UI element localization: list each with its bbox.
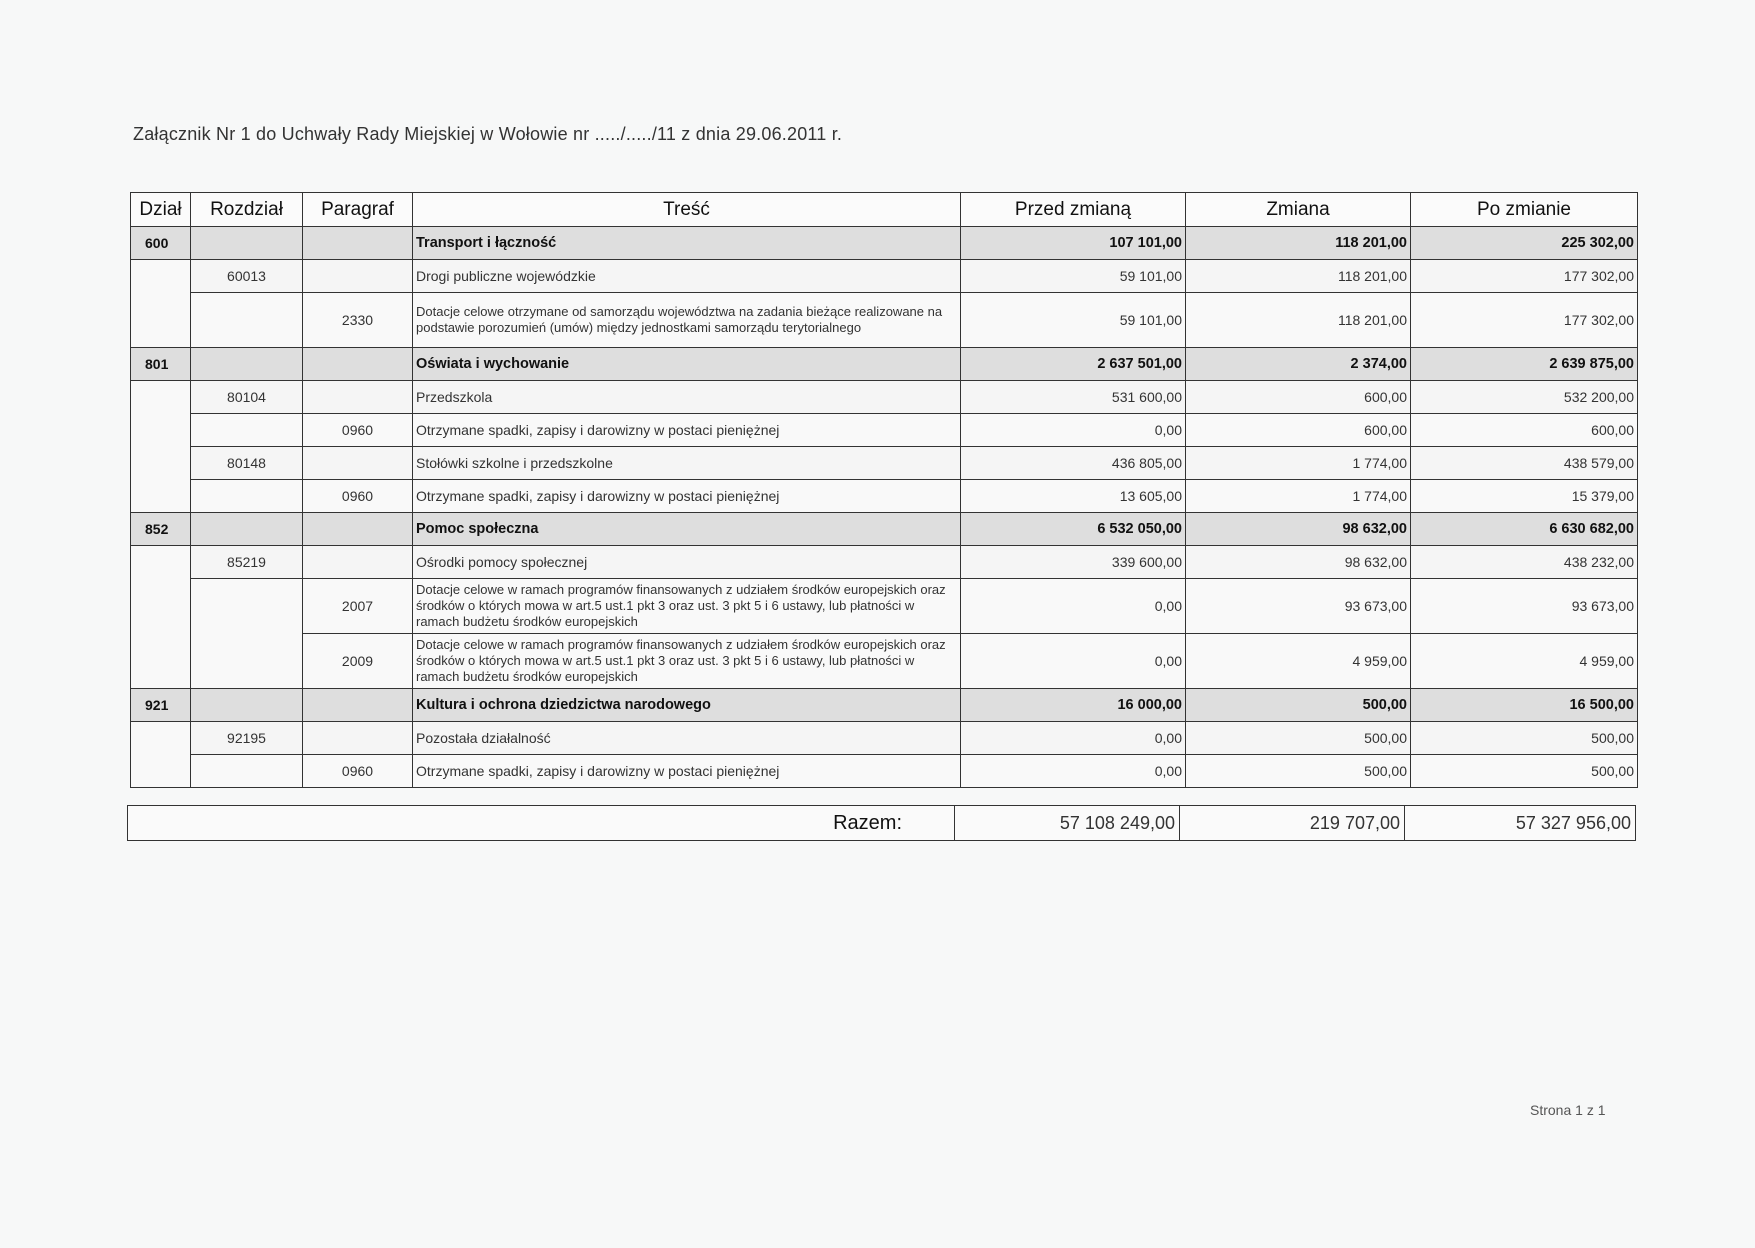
- item-zmiana: 118 201,00: [1186, 293, 1411, 348]
- empty-cell: [131, 260, 191, 348]
- chapter-przed: 0,00: [961, 722, 1186, 755]
- empty-cell: [191, 513, 303, 546]
- empty-cell: [303, 381, 413, 414]
- header-tresc: Treść: [413, 193, 961, 227]
- section-przed: 107 101,00: [961, 227, 1186, 260]
- item-po: 4 959,00: [1411, 634, 1638, 689]
- chapter-tresc: Stołówki szkolne i przedszkolne: [413, 447, 961, 480]
- section-tresc: Oświata i wychowanie: [413, 348, 961, 381]
- section-row: [131, 348, 1638, 381]
- document-title: Załącznik Nr 1 do Uchwały Rady Miejskiej w Wołowie nr ...../...../11 z dnia 29.06.2011 r.: [133, 124, 843, 144]
- header-po-zmianie: Po zmianie: [1411, 193, 1638, 227]
- empty-cell: [191, 689, 303, 722]
- chapter-zmiana: 1 774,00: [1186, 447, 1411, 480]
- section-po: 6 630 682,00: [1411, 513, 1638, 546]
- item-zmiana: 93 673,00: [1186, 579, 1411, 634]
- item-paragraf: 2009: [303, 634, 413, 689]
- item-paragraf: 0960: [303, 414, 413, 447]
- chapter-przed: 339 600,00: [961, 546, 1186, 579]
- chapter-code: 60013: [191, 260, 303, 293]
- section-dzial: 921: [131, 689, 191, 722]
- chapter-zmiana: 500,00: [1186, 722, 1411, 755]
- chapter-tresc: Ośrodki pomocy społecznej: [413, 546, 961, 579]
- header-dzial: Dział: [131, 193, 191, 227]
- item-row: [131, 414, 1638, 447]
- total-przed: 57 108 249,00: [955, 806, 1180, 841]
- chapter-przed: 436 805,00: [961, 447, 1186, 480]
- item-row: [131, 755, 1638, 788]
- section-dzial: 852: [131, 513, 191, 546]
- chapter-zmiana: 98 632,00: [1186, 546, 1411, 579]
- chapter-code: 80148: [191, 447, 303, 480]
- section-zmiana: 118 201,00: [1186, 227, 1411, 260]
- section-przed: 2 637 501,00: [961, 348, 1186, 381]
- section-tresc: Transport i łączność: [413, 227, 961, 260]
- empty-cell: [303, 689, 413, 722]
- item-tresc: Otrzymane spadki, zapisy i darowizny w postaci pieniężnej: [413, 755, 961, 788]
- empty-cell: [191, 755, 303, 788]
- chapter-przed: 59 101,00: [961, 260, 1186, 293]
- empty-cell: [303, 447, 413, 480]
- section-po: 225 302,00: [1411, 227, 1638, 260]
- empty-cell: [131, 381, 191, 513]
- item-paragraf: 2007: [303, 579, 413, 634]
- section-tresc: Kultura i ochrona dziedzictwa narodowego: [413, 689, 961, 722]
- item-zmiana: 600,00: [1186, 414, 1411, 447]
- chapter-row: [131, 722, 1638, 755]
- section-po: 2 639 875,00: [1411, 348, 1638, 381]
- empty-cell: [303, 546, 413, 579]
- chapter-tresc: Pozostała działalność: [413, 722, 961, 755]
- chapter-przed: 531 600,00: [961, 381, 1186, 414]
- page-number: Strona 1 z 1: [1530, 1102, 1606, 1118]
- chapter-row: [131, 447, 1638, 480]
- item-row: [131, 634, 1638, 689]
- item-przed: 0,00: [961, 579, 1186, 634]
- header-zmiana: Zmiana: [1186, 193, 1411, 227]
- section-row: [131, 513, 1638, 546]
- chapter-row: [131, 381, 1638, 414]
- total-label: Razem:: [128, 806, 955, 841]
- item-po: 93 673,00: [1411, 579, 1638, 634]
- empty-cell: [191, 293, 303, 348]
- section-po: 16 500,00: [1411, 689, 1638, 722]
- header-rozdzial: Rozdział: [191, 193, 303, 227]
- item-przed: 59 101,00: [961, 293, 1186, 348]
- section-tresc: Pomoc społeczna: [413, 513, 961, 546]
- empty-cell: [303, 348, 413, 381]
- item-po: 500,00: [1411, 755, 1638, 788]
- item-po: 600,00: [1411, 414, 1638, 447]
- empty-cell: [303, 227, 413, 260]
- empty-cell: [131, 722, 191, 788]
- budget-table: [130, 192, 1638, 788]
- item-row: [131, 579, 1638, 634]
- section-zmiana: 98 632,00: [1186, 513, 1411, 546]
- header-paragraf: Paragraf: [303, 193, 413, 227]
- item-zmiana: 500,00: [1186, 755, 1411, 788]
- empty-cell: [303, 722, 413, 755]
- item-po: 177 302,00: [1411, 293, 1638, 348]
- chapter-code: 92195: [191, 722, 303, 755]
- chapter-tresc: Przedszkola: [413, 381, 961, 414]
- item-paragraf: 2330: [303, 293, 413, 348]
- item-tresc: Otrzymane spadki, zapisy i darowizny w postaci pieniężnej: [413, 414, 961, 447]
- header-row: [131, 193, 1638, 227]
- empty-cell: [191, 348, 303, 381]
- total-po: 57 327 956,00: [1405, 806, 1636, 841]
- total-zmiana: 219 707,00: [1180, 806, 1405, 841]
- item-po: 15 379,00: [1411, 480, 1638, 513]
- section-dzial: 801: [131, 348, 191, 381]
- section-przed: 6 532 050,00: [961, 513, 1186, 546]
- total-row: [128, 806, 1636, 841]
- chapter-zmiana: 118 201,00: [1186, 260, 1411, 293]
- section-row: [131, 227, 1638, 260]
- item-tresc: Dotacje celowe w ramach programów finansowanych z udziałem środków europejskich oraz środków o których mowa w art.5 ust.1 pkt 3 oraz ust. 3 pkt 5 i 6 ustawy, lub płatności w ramach budżetu środków europejskich: [413, 579, 961, 634]
- section-row: [131, 689, 1638, 722]
- item-przed: 0,00: [961, 634, 1186, 689]
- chapter-po: 500,00: [1411, 722, 1638, 755]
- section-zmiana: 500,00: [1186, 689, 1411, 722]
- item-paragraf: 0960: [303, 480, 413, 513]
- item-przed: 0,00: [961, 414, 1186, 447]
- item-zmiana: 1 774,00: [1186, 480, 1411, 513]
- chapter-code: 85219: [191, 546, 303, 579]
- empty-cell: [303, 513, 413, 546]
- item-przed: 0,00: [961, 755, 1186, 788]
- chapter-row: [131, 546, 1638, 579]
- empty-cell: [191, 579, 303, 689]
- item-row: [131, 480, 1638, 513]
- item-paragraf: 0960: [303, 755, 413, 788]
- item-tresc: Dotacje celowe w ramach programów finansowanych z udziałem środków europejskich oraz środków o których mowa w art.5 ust.1 pkt 3 oraz ust. 3 pkt 5 i 6 ustawy, lub płatności w ramach budżetu środków europejskich: [413, 634, 961, 689]
- chapter-po: 438 579,00: [1411, 447, 1638, 480]
- chapter-po: 177 302,00: [1411, 260, 1638, 293]
- empty-cell: [131, 546, 191, 689]
- header-przed-zmiana: Przed zmianą: [961, 193, 1186, 227]
- item-tresc: Dotacje celowe otrzymane od samorządu województwa na zadania bieżące realizowane na podstawie porozumień (umów) między jednostkami samorządu terytorialnego: [413, 293, 961, 348]
- chapter-po: 532 200,00: [1411, 381, 1638, 414]
- empty-cell: [303, 260, 413, 293]
- empty-cell: [191, 480, 303, 513]
- empty-cell: [191, 227, 303, 260]
- chapter-code: 80104: [191, 381, 303, 414]
- chapter-row: [131, 260, 1638, 293]
- total-table: [127, 805, 1636, 841]
- section-przed: 16 000,00: [961, 689, 1186, 722]
- item-row: [131, 293, 1638, 348]
- chapter-po: 438 232,00: [1411, 546, 1638, 579]
- section-dzial: 600: [131, 227, 191, 260]
- section-zmiana: 2 374,00: [1186, 348, 1411, 381]
- item-przed: 13 605,00: [961, 480, 1186, 513]
- item-tresc: Otrzymane spadki, zapisy i darowizny w postaci pieniężnej: [413, 480, 961, 513]
- item-zmiana: 4 959,00: [1186, 634, 1411, 689]
- chapter-tresc: Drogi publiczne wojewódzkie: [413, 260, 961, 293]
- empty-cell: [191, 414, 303, 447]
- chapter-zmiana: 600,00: [1186, 381, 1411, 414]
